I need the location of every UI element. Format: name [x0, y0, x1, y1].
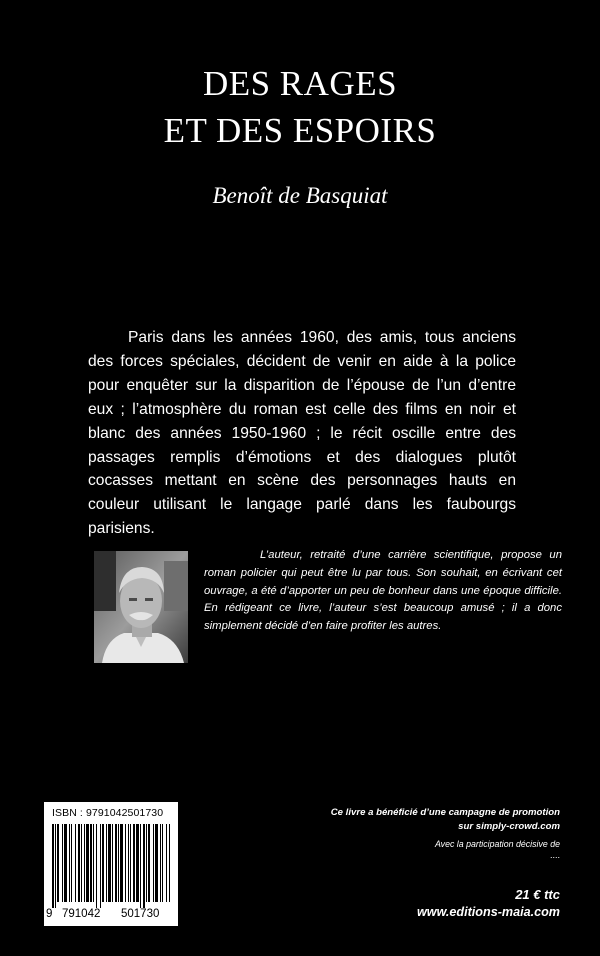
barcode-bar: [146, 824, 147, 902]
barcode-bar: [93, 824, 94, 902]
barcode-bars: [52, 824, 170, 908]
barcode-bar: [153, 824, 154, 902]
barcode-bar: [90, 824, 92, 902]
barcode-bar: [143, 824, 145, 908]
barcode-bar: [71, 824, 72, 902]
barcode-bar: [64, 824, 67, 902]
isbn-barcode: [44, 802, 178, 926]
participation-dots: ....: [549, 850, 560, 860]
barcode-bar: [75, 824, 76, 902]
barcode-bar: [125, 824, 126, 902]
barcode-bar: [136, 824, 139, 902]
publisher-website: www.editions-maia.com: [417, 905, 560, 919]
barcode-bar: [130, 824, 131, 902]
barcode-bar: [155, 824, 158, 902]
barcode-bar: [169, 824, 170, 902]
barcode-bar: [55, 824, 56, 908]
barcode-bar: [78, 824, 80, 902]
barcode-bar: [112, 824, 113, 902]
promo-text: [260, 806, 560, 834]
barcode-bar: [120, 824, 123, 902]
barcode-bar: [106, 824, 107, 902]
author-name: Benoît de Basquiat: [212, 183, 388, 208]
synopsis-text: Paris dans les années 1960, des amis, tous anciens des forces spéciales, décident de venir en aide à la police pour enquêter sur la disparition de l’épouse de l’un d’entre eux ; l’atmosphère du roman est celle des films en noir et blanc des années 1950-1960 ; le récit oscille entre des passages remplis d’émotions et des dialogues plutôt cocasses mettant en scène des personnages hauts en couleur utilisant le langage parlé dans les faubourgs parisiens.: [88, 329, 516, 538]
barcode-digit-first: 9: [46, 908, 53, 920]
barcode-bar: [160, 824, 161, 902]
barcode-bar: [140, 824, 141, 908]
barcode-bar: [57, 824, 59, 902]
author-bio-text: L’auteur, retraité d’une carrière scientifique, propose un roman policier qui peut être lu par tous. Son souhait, en écrivant cet ouvrage, a été d’apporter un peu de bonheur dans une époque difficile. En rédigeant ce livre, l’auteur s’est beaucoup amusé ; il a donc simplement décidé d’en faire profiter les autres.: [204, 549, 562, 633]
barcode-bar: [128, 824, 129, 902]
price-label: 21 € ttc: [515, 887, 560, 902]
barcode-bar: [96, 824, 97, 908]
promo-line2: sur simply-crowd.com: [458, 821, 560, 832]
barcode-bar: [148, 824, 150, 902]
barcode-bar: [86, 824, 89, 902]
barcode-bar: [62, 824, 63, 902]
barcode-bar: [162, 824, 163, 902]
barcode-digit-group2: 501730: [121, 908, 160, 920]
barcode-bar: [133, 824, 135, 902]
barcode-bar: [166, 824, 167, 902]
barcode-bar: [81, 824, 82, 902]
isbn-label: ISBN : 9791042501730: [52, 807, 164, 819]
barcode-bar: [108, 824, 111, 902]
barcode-bar: [100, 824, 101, 908]
participation-text: Avec la participation décisive de: [434, 839, 560, 849]
barcode-digit-group1: 791042: [62, 908, 101, 920]
barcode-bar: [69, 824, 70, 902]
promo-line1: Ce livre a bénéficié d’une campagne de promotion: [330, 807, 560, 818]
barcode-bar: [102, 824, 104, 902]
barcode-bar: [52, 824, 54, 908]
barcode-bar: [84, 824, 85, 902]
barcode-bar: [118, 824, 119, 902]
book-title-line2: ET DES ESPOIRS: [163, 111, 437, 150]
author-photo: [94, 551, 188, 663]
book-title-line1: DES RAGES: [202, 64, 398, 103]
barcode-bar: [115, 824, 117, 902]
author-portrait-image: [94, 551, 188, 663]
